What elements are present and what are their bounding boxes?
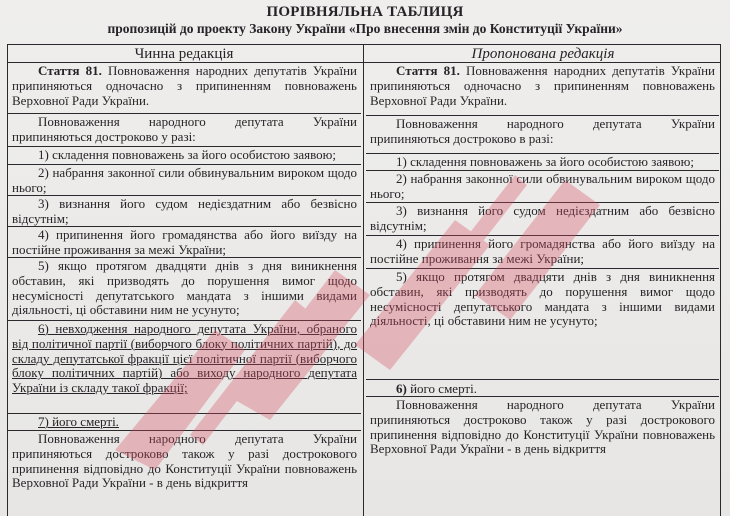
column-header-proposed: Пропонована редакція <box>471 46 615 62</box>
current-article-label: Стаття 81. <box>38 63 102 78</box>
proposed-edition-column <box>366 63 719 516</box>
proposed-item-5: 5) якщо протягом двадцяти днів з дня виникнення обставин, які призводять до порушення вимог щодо несумісності депутатського мандата з іншими видами діяльності, ці обставини ним не усунуто; <box>366 269 719 380</box>
proposed-item-1: 1) складення повноважень за його особистою заявою; <box>366 154 719 171</box>
proposed-item-2: 2) набрання законної сили обвинувальним вироком щодо нього; <box>366 171 719 203</box>
document-title: ПОРІВНЯЛЬНА ТАБЛИЦЯ <box>266 4 464 20</box>
current-item-5: 5) якщо протягом двадцяти днів з дня виникнення обставин, які призводять до порушення вимог щодо несумісності депутатського мандата з іншими видами діяльності, ці обставини ним не усунуто; <box>8 258 361 321</box>
current-item-3: 3) визнання його судом недієздатним або безвісно відсутнім; <box>8 196 361 227</box>
current-item-1: 1) складення повноважень за його особистою заявою; <box>8 147 361 165</box>
document-subtitle: пропозицій до проекту Закону України «Про внесення змін до Конституції України» <box>107 21 623 36</box>
proposed-item-6-label: 6) <box>396 381 407 396</box>
current-item-6: 6) невходження народного депутата України, обраного від політичної партії (виборчого блоку політичних партій), до складу депутатської фракції цієї політичної партії (виборчого блоку політичних партій) або виходу народного депутата України із складу такої фракції; <box>8 321 361 414</box>
current-paragraph-3: Повноваження народного депутата України припиняються достроково також у разі дострокового припинення відповідно до Конституції України повноважень Верховної Ради України - в день відкриття <box>12 431 357 491</box>
proposed-article-text: Повноваження народних депутатів України припиняються одночасно з припиненням повноважень Верховної Ради України. <box>370 63 715 108</box>
current-article-cell <box>8 63 361 114</box>
proposed-paragraph-3: Повноваження народного депутата України припиняються достроково також у разі дострокового припинення відповідно до Конституції України повноважень Верховної Ради України - в день відкриття <box>370 397 715 457</box>
proposed-item-3: 3) визнання його судом недієздатним або безвісно відсутнім; <box>366 203 719 236</box>
proposed-item-6 <box>366 380 719 397</box>
table-right-border <box>720 44 721 516</box>
current-item-7: 7) його смерті. <box>8 414 361 431</box>
current-item-4: 4) припинення його громадянства або його виїзду на постійне проживання за межі України; <box>8 227 361 258</box>
proposed-article-cell <box>366 63 719 116</box>
proposed-item-6-text: його смерті. <box>406 381 477 396</box>
current-item-2: 2) набрання законної сили обвинувальним вироком щодо нього; <box>8 165 361 196</box>
column-header-current: Чинна редакція <box>134 46 234 62</box>
proposed-paragraph-2: Повноваження народного депутата України припиняються достроково в разі: <box>366 116 719 154</box>
current-edition-column <box>8 63 361 516</box>
proposed-article-label: Стаття 81. <box>396 63 460 78</box>
current-paragraph-2: Повноваження народного депутата України припиняються достроково у разі: <box>8 114 361 147</box>
table-center-border <box>363 44 364 516</box>
current-article-text: Повноваження народних депутатів України припиняються одночасно з припиненням повноважень Верховної Ради України. <box>12 63 357 108</box>
proposed-item-4: 4) припинення його громадянства або його виїзду на постійне проживання за межі України; <box>366 236 719 269</box>
